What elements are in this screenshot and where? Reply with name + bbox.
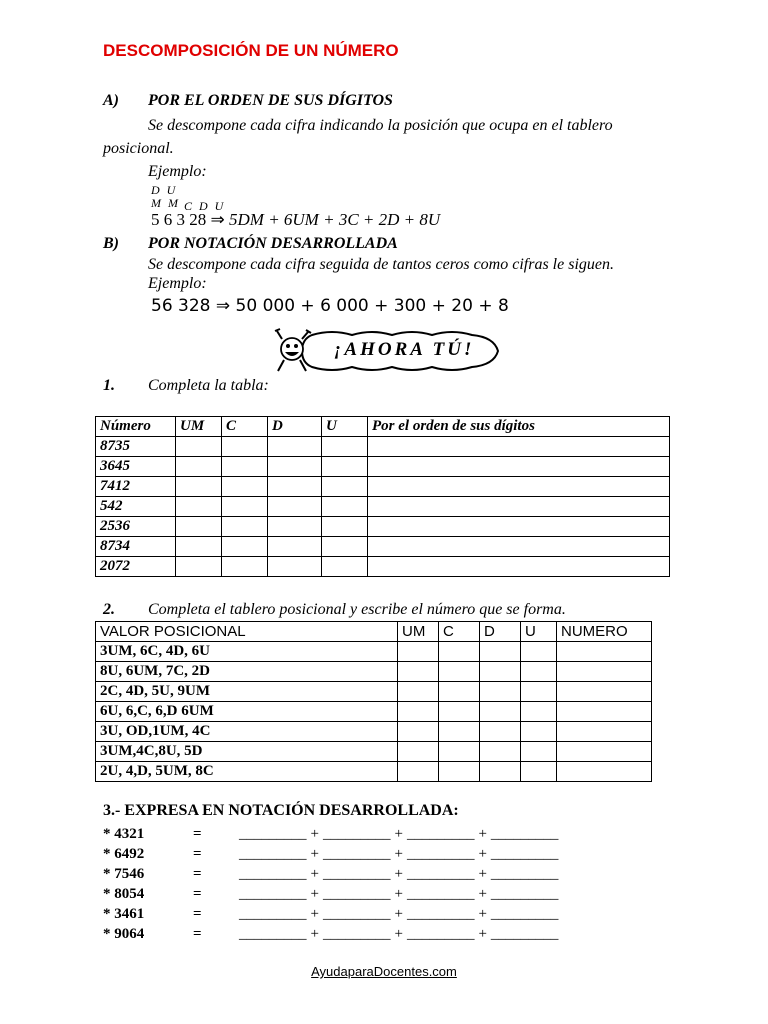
plus-sign: + bbox=[310, 826, 319, 842]
answer-blank[interactable]: _________ bbox=[490, 926, 559, 942]
cell-u[interactable] bbox=[521, 702, 557, 722]
plus-sign: + bbox=[310, 906, 319, 922]
answer-blank[interactable]: _________ bbox=[239, 886, 307, 902]
header-c: C bbox=[439, 622, 480, 642]
table-header-row bbox=[96, 622, 652, 642]
list-item bbox=[103, 906, 558, 923]
position-labels-row1: D U bbox=[151, 183, 178, 197]
answer-blanks[interactable] bbox=[239, 886, 558, 902]
cell-u[interactable] bbox=[322, 497, 368, 517]
table-row bbox=[96, 642, 652, 662]
cell-numero[interactable] bbox=[557, 742, 652, 762]
cell-orden[interactable] bbox=[368, 517, 670, 537]
cell-um[interactable] bbox=[398, 642, 439, 662]
cell-um[interactable] bbox=[176, 497, 222, 517]
header-u: U bbox=[521, 622, 557, 642]
table-row bbox=[96, 517, 670, 537]
section-a-example-label: Ejemplo: bbox=[148, 163, 207, 180]
example-a-line bbox=[151, 210, 440, 230]
table-row bbox=[96, 682, 652, 702]
cell-d[interactable] bbox=[268, 517, 322, 537]
cell-d[interactable] bbox=[268, 537, 322, 557]
plus-sign: + bbox=[310, 846, 319, 862]
cell-um[interactable] bbox=[176, 477, 222, 497]
list-item bbox=[103, 866, 558, 883]
cell-d[interactable] bbox=[480, 642, 521, 662]
cell-c[interactable] bbox=[222, 497, 268, 517]
cell-um[interactable] bbox=[398, 662, 439, 682]
exercise1-number: 1. bbox=[103, 377, 115, 394]
cell-d[interactable] bbox=[268, 557, 322, 577]
cell-d[interactable] bbox=[268, 457, 322, 477]
footer-link[interactable]: AyudaparaDocentes.com bbox=[311, 964, 457, 979]
row-valor: 3UM,4C,8U, 5D bbox=[96, 742, 398, 762]
plus-sign: + bbox=[394, 846, 403, 862]
example-b-number: 56 328 bbox=[151, 296, 211, 316]
example-b-line bbox=[151, 296, 509, 316]
cell-orden[interactable] bbox=[368, 437, 670, 457]
plus-sign: + bbox=[478, 926, 487, 942]
answer-blank[interactable]: _________ bbox=[490, 846, 559, 862]
answer-blank[interactable]: _________ bbox=[322, 886, 391, 902]
position-labels-row2a: M M bbox=[151, 196, 180, 210]
header-numero: Número bbox=[96, 417, 176, 437]
answer-blanks[interactable] bbox=[239, 866, 558, 882]
row-number: 8734 bbox=[96, 537, 176, 557]
row-number: 542 bbox=[96, 497, 176, 517]
row-valor: 8U, 6UM, 7C, 2D bbox=[96, 662, 398, 682]
list-item bbox=[103, 926, 558, 943]
table-row bbox=[96, 702, 652, 722]
exercise3-number: * 4321 bbox=[103, 826, 145, 842]
cell-c[interactable] bbox=[439, 662, 480, 682]
cell-c[interactable] bbox=[222, 537, 268, 557]
position-labels-row2b: C D U bbox=[184, 199, 226, 213]
plus-sign: + bbox=[310, 866, 319, 882]
equals-sign: = bbox=[193, 906, 202, 922]
table-row bbox=[96, 722, 652, 742]
cell-um[interactable] bbox=[176, 437, 222, 457]
answer-blanks[interactable] bbox=[239, 826, 558, 842]
cell-c[interactable] bbox=[439, 702, 480, 722]
cell-um[interactable] bbox=[398, 682, 439, 702]
plus-sign: + bbox=[478, 846, 487, 862]
cell-c[interactable] bbox=[439, 742, 480, 762]
list-item bbox=[103, 846, 558, 863]
header-valor-posicional: VALOR POSICIONAL bbox=[96, 622, 398, 642]
exercise3-number: * 6492 bbox=[103, 846, 145, 862]
cell-d[interactable] bbox=[480, 742, 521, 762]
table-row bbox=[96, 457, 670, 477]
cell-d[interactable] bbox=[268, 437, 322, 457]
cell-um[interactable] bbox=[176, 457, 222, 477]
cell-u[interactable] bbox=[521, 642, 557, 662]
answer-blank[interactable]: _________ bbox=[322, 906, 391, 922]
exercise3-number: * 8054 bbox=[103, 886, 145, 902]
cell-numero[interactable] bbox=[557, 702, 652, 722]
plus-sign: + bbox=[310, 886, 319, 902]
row-valor: 3UM, 6C, 4D, 6U bbox=[96, 642, 398, 662]
plus-sign: + bbox=[394, 906, 403, 922]
answer-blank[interactable]: _________ bbox=[322, 926, 391, 942]
equals-sign: = bbox=[193, 826, 202, 842]
cell-c[interactable] bbox=[222, 477, 268, 497]
answer-blank[interactable]: _________ bbox=[322, 846, 391, 862]
row-number: 7412 bbox=[96, 477, 176, 497]
cell-u[interactable] bbox=[322, 437, 368, 457]
cell-d[interactable] bbox=[480, 662, 521, 682]
cell-u[interactable] bbox=[322, 477, 368, 497]
cell-orden[interactable] bbox=[368, 557, 670, 577]
section-b-letter: B) bbox=[103, 235, 119, 252]
exercise3-number: * 3461 bbox=[103, 906, 145, 922]
cell-c[interactable] bbox=[439, 682, 480, 702]
row-number: 8735 bbox=[96, 437, 176, 457]
cell-numero[interactable] bbox=[557, 682, 652, 702]
cell-u[interactable] bbox=[521, 722, 557, 742]
answer-blank[interactable]: _________ bbox=[490, 886, 559, 902]
answer-blanks[interactable] bbox=[239, 906, 558, 922]
exercise1-instruction: Completa la tabla: bbox=[148, 377, 269, 394]
cell-orden[interactable] bbox=[368, 457, 670, 477]
cell-c[interactable] bbox=[439, 762, 480, 782]
row-valor: 2C, 4D, 5U, 9UM bbox=[96, 682, 398, 702]
cell-c[interactable] bbox=[439, 642, 480, 662]
exercise1-table bbox=[95, 416, 670, 577]
cell-u[interactable] bbox=[322, 557, 368, 577]
exercise2-table bbox=[95, 621, 652, 782]
list-item bbox=[103, 886, 558, 903]
cell-d[interactable] bbox=[268, 497, 322, 517]
plus-sign: + bbox=[478, 886, 487, 902]
header-u: U bbox=[322, 417, 368, 437]
answer-blank[interactable]: _________ bbox=[406, 906, 475, 922]
cell-c[interactable] bbox=[222, 557, 268, 577]
example-b-expression: 50 000 + 6 000 + 300 + 20 + 8 bbox=[235, 296, 509, 316]
answer-blank[interactable]: _________ bbox=[490, 906, 559, 922]
table-row bbox=[96, 537, 670, 557]
cell-numero[interactable] bbox=[557, 642, 652, 662]
cell-numero[interactable] bbox=[557, 762, 652, 782]
cell-um[interactable] bbox=[176, 517, 222, 537]
implies-arrow-icon: ⇒ bbox=[215, 296, 231, 316]
example-a-number: 5 6 3 28 bbox=[151, 210, 207, 229]
cell-orden[interactable] bbox=[368, 537, 670, 557]
cell-um[interactable] bbox=[176, 537, 222, 557]
implies-arrow-icon: ⇒ bbox=[210, 210, 225, 230]
header-um: UM bbox=[176, 417, 222, 437]
cell-um[interactable] bbox=[176, 557, 222, 577]
cell-u[interactable] bbox=[521, 762, 557, 782]
answer-blank[interactable]: _________ bbox=[239, 866, 307, 882]
table-row bbox=[96, 437, 670, 457]
exercise3-heading: 3.- EXPRESA EN NOTACIÓN DESARROLLADA: bbox=[103, 802, 459, 819]
cell-c[interactable] bbox=[222, 517, 268, 537]
plus-sign: + bbox=[394, 926, 403, 942]
table-row bbox=[96, 497, 670, 517]
table-header-row bbox=[96, 417, 670, 437]
row-number: 2536 bbox=[96, 517, 176, 537]
cell-u[interactable] bbox=[521, 742, 557, 762]
plus-sign: + bbox=[478, 866, 487, 882]
cell-u[interactable] bbox=[322, 457, 368, 477]
cell-um[interactable] bbox=[398, 742, 439, 762]
cell-u[interactable] bbox=[521, 662, 557, 682]
plus-sign: + bbox=[394, 866, 403, 882]
exercise2-number: 2. bbox=[103, 601, 115, 618]
cell-numero[interactable] bbox=[557, 722, 652, 742]
cell-c[interactable] bbox=[439, 722, 480, 742]
answer-blank[interactable]: _________ bbox=[406, 846, 475, 862]
section-b-text: Se descompone cada cifra seguida de tantos ceros como cifras le siguen. bbox=[148, 256, 614, 273]
exercise3-number: * 7546 bbox=[103, 866, 145, 882]
section-a-heading: POR EL ORDEN DE SUS DÍGITOS bbox=[148, 92, 393, 109]
header-c: C bbox=[222, 417, 268, 437]
row-number: 3645 bbox=[96, 457, 176, 477]
section-b-heading: POR NOTACIÓN DESARROLLADA bbox=[148, 235, 398, 252]
answer-blank[interactable]: _________ bbox=[239, 846, 307, 862]
cell-u[interactable] bbox=[322, 517, 368, 537]
plus-sign: + bbox=[394, 886, 403, 902]
table-row bbox=[96, 742, 652, 762]
cell-d[interactable] bbox=[480, 682, 521, 702]
answer-blank[interactable]: _________ bbox=[239, 906, 307, 922]
cell-d[interactable] bbox=[480, 762, 521, 782]
plus-sign: + bbox=[394, 826, 403, 842]
equals-sign: = bbox=[193, 886, 202, 902]
answer-blank[interactable]: _________ bbox=[322, 866, 391, 882]
equals-sign: = bbox=[193, 926, 202, 942]
answer-blank[interactable]: _________ bbox=[406, 866, 475, 882]
header-d: D bbox=[480, 622, 521, 642]
answer-blank[interactable]: _________ bbox=[490, 826, 559, 842]
answer-blank[interactable]: _________ bbox=[239, 926, 307, 942]
row-valor: 3U, OD,1UM, 4C bbox=[96, 722, 398, 742]
exercise2-instruction: Completa el tablero posicional y escribe el número que se forma. bbox=[148, 601, 566, 618]
header-um: UM bbox=[398, 622, 439, 642]
equals-sign: = bbox=[193, 846, 202, 862]
cell-orden[interactable] bbox=[368, 497, 670, 517]
row-valor: 2U, 4,D, 5UM, 8C bbox=[96, 762, 398, 782]
cell-d[interactable] bbox=[480, 702, 521, 722]
cell-d[interactable] bbox=[480, 722, 521, 742]
table-row bbox=[96, 477, 670, 497]
exercise3-number: * 9064 bbox=[103, 926, 145, 942]
cell-um[interactable] bbox=[398, 722, 439, 742]
plus-sign: + bbox=[478, 826, 487, 842]
equals-sign: = bbox=[193, 866, 202, 882]
cell-um[interactable] bbox=[398, 702, 439, 722]
banner-text: ¡AHORA TÚ! bbox=[334, 339, 475, 360]
answer-blank[interactable]: _________ bbox=[406, 926, 475, 942]
cell-c[interactable] bbox=[222, 437, 268, 457]
table-row bbox=[96, 557, 670, 577]
answer-blank[interactable]: _________ bbox=[322, 826, 391, 842]
row-number: 2072 bbox=[96, 557, 176, 577]
header-d: D bbox=[268, 417, 322, 437]
answer-blank[interactable]: _________ bbox=[406, 826, 475, 842]
answer-blank[interactable]: _________ bbox=[239, 826, 307, 842]
answer-blanks[interactable] bbox=[239, 846, 558, 862]
page-title: DESCOMPOSICIÓN DE UN NÚMERO bbox=[103, 41, 399, 60]
header-orden: Por el orden de sus dígitos bbox=[368, 417, 670, 437]
section-a-text-line2: posicional. bbox=[103, 140, 174, 157]
cell-numero[interactable] bbox=[557, 662, 652, 682]
cell-u[interactable] bbox=[322, 537, 368, 557]
ahora-tu-banner bbox=[272, 327, 502, 375]
plus-sign: + bbox=[310, 926, 319, 942]
section-b-example-label: Ejemplo: bbox=[148, 275, 207, 292]
answer-blanks[interactable] bbox=[239, 926, 558, 942]
row-valor: 6U, 6,C, 6,D 6UM bbox=[96, 702, 398, 722]
cell-um[interactable] bbox=[398, 762, 439, 782]
example-a-expression: 5DM + 6UM + 3C + 2D + 8U bbox=[229, 210, 441, 229]
cell-c[interactable] bbox=[222, 457, 268, 477]
section-a-text-line1: Se descompone cada cifra indicando la posición que ocupa en el tablero bbox=[148, 117, 613, 134]
plus-sign: + bbox=[478, 906, 487, 922]
table-row bbox=[96, 662, 652, 682]
list-item bbox=[103, 826, 558, 843]
section-a-letter: A) bbox=[103, 92, 119, 109]
cell-orden[interactable] bbox=[368, 477, 670, 497]
answer-blank[interactable]: _________ bbox=[490, 866, 559, 882]
answer-blank[interactable]: _________ bbox=[406, 886, 475, 902]
cell-d[interactable] bbox=[268, 477, 322, 497]
header-numero: NUMERO bbox=[557, 622, 652, 642]
table-row bbox=[96, 762, 652, 782]
cell-u[interactable] bbox=[521, 682, 557, 702]
